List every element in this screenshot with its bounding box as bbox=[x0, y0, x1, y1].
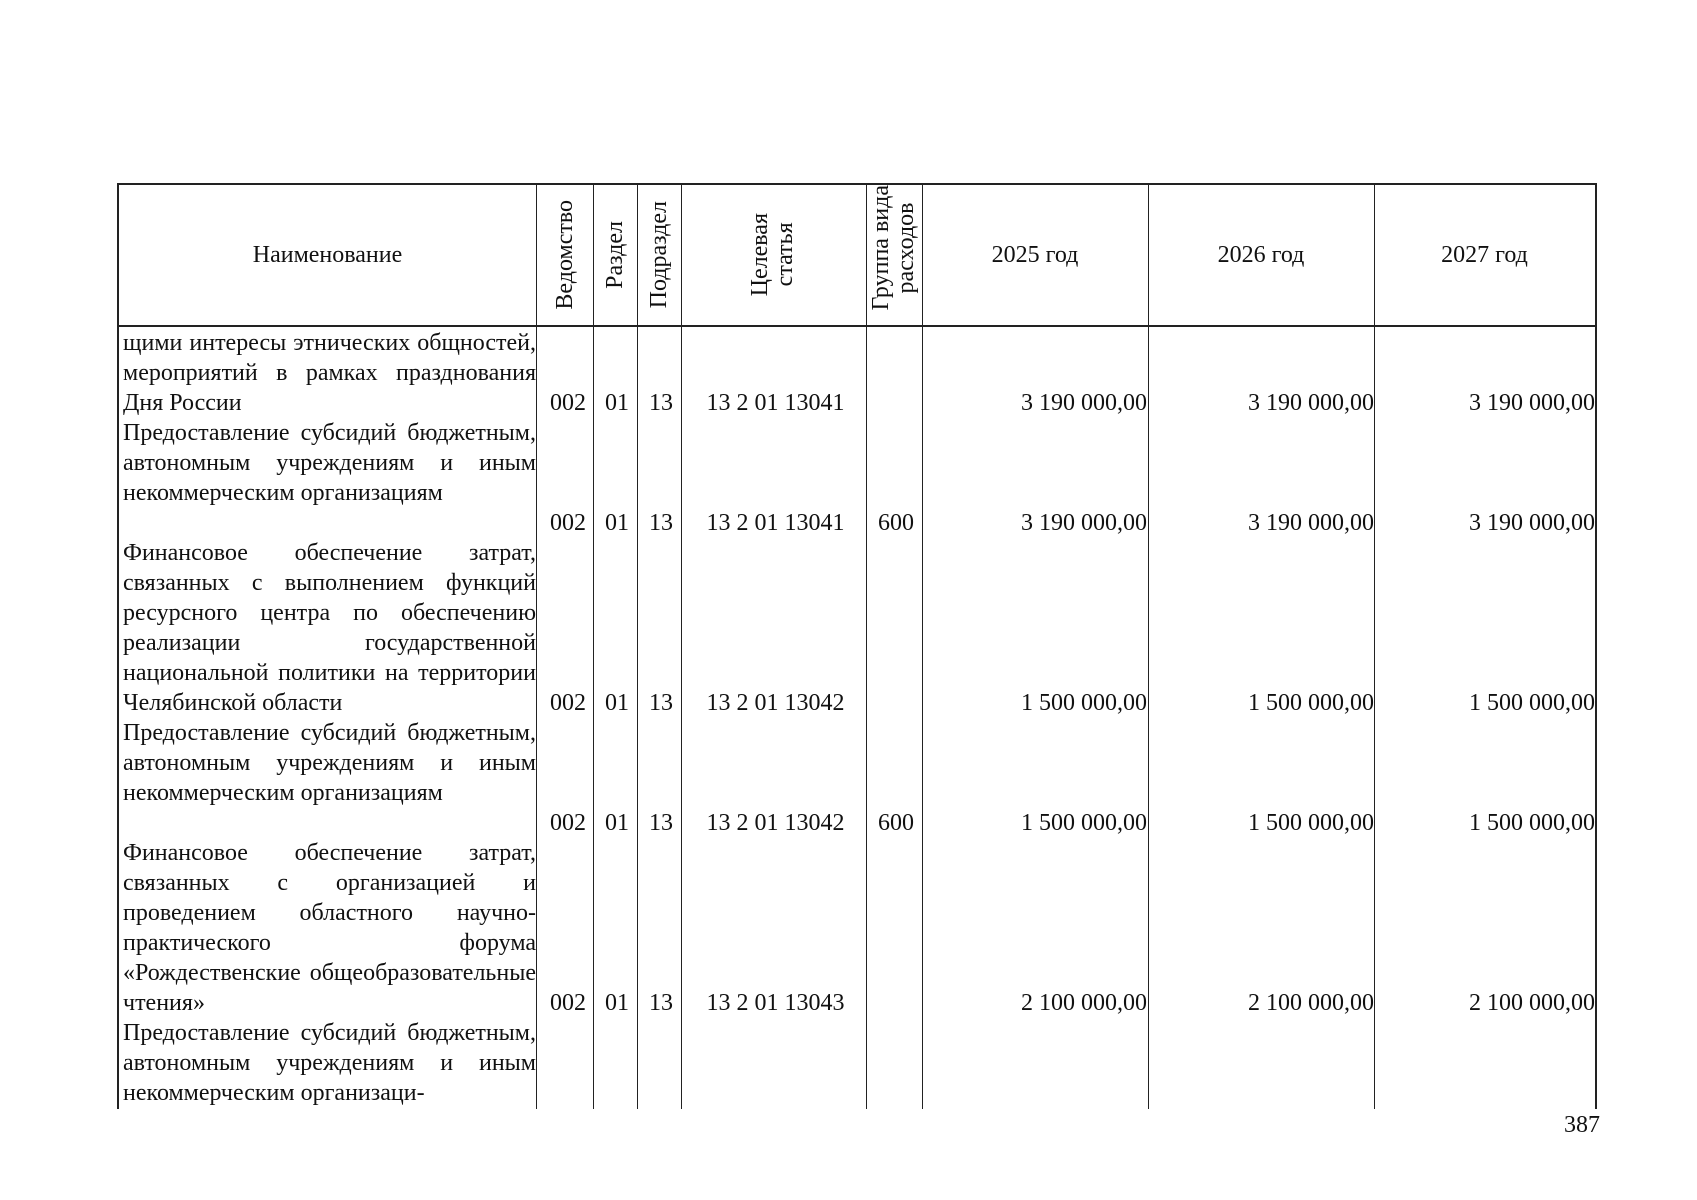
header-2025 bbox=[922, 185, 1148, 325]
row-2026: 1 500 000,00 bbox=[1248, 690, 1374, 716]
row-name: Предоставление субсидий бюджетным, автономным учреждениям и иным некоммерческим организаци- bbox=[123, 1020, 536, 1106]
row-gruppa: 600 bbox=[878, 510, 914, 536]
table-row bbox=[119, 418, 1595, 538]
row-2026: 3 190 000,00 bbox=[1248, 390, 1374, 416]
row-vedomstvo: 002 bbox=[550, 390, 586, 416]
row-2027: 1 500 000,00 bbox=[1469, 690, 1595, 716]
header-celevaya-line2: статья bbox=[772, 223, 799, 287]
header-vedomstvo bbox=[536, 185, 593, 325]
row-podrazdel: 13 bbox=[649, 690, 673, 716]
row-podrazdel: 13 bbox=[649, 510, 673, 536]
header-2027-text: 2027 год bbox=[1441, 242, 1528, 268]
row-celevaya: 13 2 01 13041 bbox=[706, 390, 845, 416]
table-row bbox=[119, 328, 1595, 418]
row-2027: 3 190 000,00 bbox=[1469, 510, 1595, 536]
row-2025: 3 190 000,00 bbox=[1021, 510, 1147, 536]
header-name bbox=[119, 185, 536, 325]
row-name: Предоставление субсидий бюджетным, автономным учреждениям и иным некоммерческим организациям bbox=[123, 420, 536, 506]
row-podrazdel: 13 bbox=[649, 810, 673, 836]
header-2026 bbox=[1148, 185, 1374, 325]
row-name: щими интересы этнических общностей, мероприятий в рамках празднования Дня России bbox=[123, 330, 536, 416]
row-razdel: 01 bbox=[605, 990, 629, 1016]
page-number: 387 bbox=[1564, 1112, 1600, 1138]
row-2025: 1 500 000,00 bbox=[1021, 810, 1147, 836]
header-vedomstvo-text: Ведомство bbox=[551, 200, 578, 310]
header-gruppa bbox=[866, 185, 922, 325]
row-2025: 1 500 000,00 bbox=[1021, 690, 1147, 716]
row-celevaya: 13 2 01 13041 bbox=[706, 510, 845, 536]
row-razdel: 01 bbox=[605, 810, 629, 836]
row-2026: 3 190 000,00 bbox=[1248, 510, 1374, 536]
header-name-text: Наименование bbox=[252, 242, 403, 268]
header-celevaya-line1: Целевая bbox=[747, 213, 774, 297]
table-row bbox=[119, 718, 1595, 838]
header-gruppa-line1: Группа вида bbox=[867, 185, 894, 311]
row-gruppa bbox=[868, 688, 924, 718]
row-2026: 1 500 000,00 bbox=[1248, 810, 1374, 836]
header-razdel-text: Раздел bbox=[602, 221, 628, 289]
row-2027: 1 500 000,00 bbox=[1469, 810, 1595, 836]
row-celevaya: 13 2 01 13042 bbox=[706, 810, 845, 836]
row-vedomstvo: 002 bbox=[550, 990, 586, 1016]
header-2027 bbox=[1374, 185, 1595, 325]
row-razdel: 01 bbox=[605, 510, 629, 536]
row-2027: 3 190 000,00 bbox=[1469, 390, 1595, 416]
row-gruppa bbox=[868, 388, 924, 418]
row-name: Предоставление субсидий бюджетным, автономным учреждениям и иным некоммерческим организациям bbox=[123, 720, 536, 806]
row-2025: 2 100 000,00 bbox=[1021, 990, 1147, 1016]
header-podrazdel-text: Подраздел bbox=[646, 201, 672, 309]
header-divider bbox=[119, 325, 1595, 327]
row-vedomstvo: 002 bbox=[550, 510, 586, 536]
header-celevaya bbox=[681, 185, 866, 325]
header-celevaya-text bbox=[748, 213, 798, 296]
row-vedomstvo: 002 bbox=[550, 810, 586, 836]
row-razdel: 01 bbox=[605, 690, 629, 716]
row-name: Финансовое обеспечение затрат, связанных с организацией и проведением областного научно-практического форума «Рождественские общеобразовательные чтения» bbox=[123, 840, 536, 1016]
row-2025: 3 190 000,00 bbox=[1021, 390, 1147, 416]
table-row bbox=[119, 838, 1595, 1018]
table-row bbox=[119, 538, 1595, 718]
header-razdel bbox=[593, 185, 637, 325]
row-name: Финансовое обеспечение затрат, связанных с выполнением функций ресурсного центра по обеспечению реализации государственной национальной политики на территории Челябинской области bbox=[123, 540, 536, 716]
header-2025-text: 2025 год bbox=[991, 242, 1079, 268]
header-podrazdel bbox=[637, 185, 681, 325]
budget-table bbox=[117, 183, 1597, 1109]
row-2026: 2 100 000,00 bbox=[1248, 990, 1374, 1016]
row-celevaya: 13 2 01 13042 bbox=[706, 690, 845, 716]
row-vedomstvo: 002 bbox=[550, 690, 586, 716]
table-row bbox=[119, 1018, 1595, 1108]
header-gruppa-line2: расходов bbox=[893, 202, 919, 294]
row-gruppa bbox=[868, 988, 924, 1018]
row-podrazdel: 13 bbox=[649, 990, 673, 1016]
row-razdel: 01 bbox=[605, 390, 629, 416]
row-2027: 2 100 000,00 bbox=[1469, 990, 1595, 1016]
row-gruppa: 600 bbox=[878, 810, 914, 836]
row-celevaya: 13 2 01 13043 bbox=[706, 990, 845, 1016]
header-2026-text: 2026 год bbox=[1217, 242, 1305, 268]
header-gruppa-text bbox=[869, 185, 919, 310]
row-podrazdel: 13 bbox=[649, 390, 673, 416]
